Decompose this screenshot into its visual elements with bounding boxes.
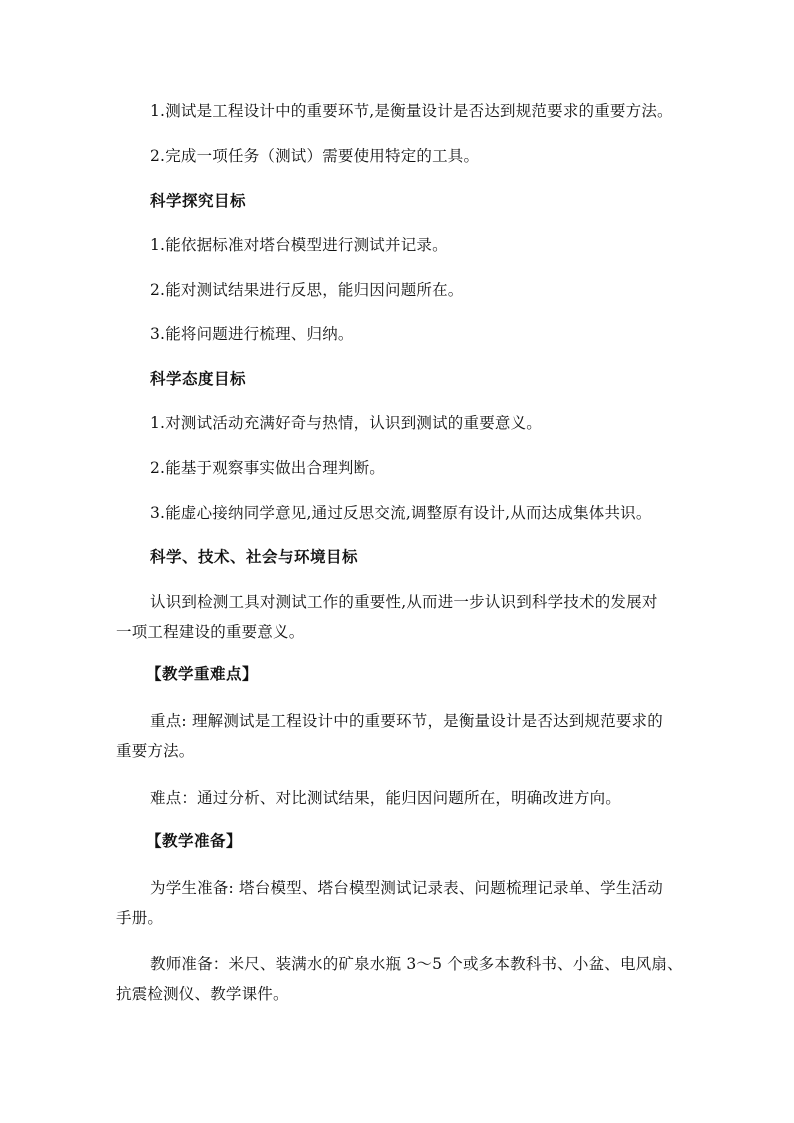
inquiry-item-2: 2.能对测试结果进行反思，能归因问题所在。 — [150, 281, 464, 299]
teacher-prep-line-1: 教师准备：米尺、装满水的矿泉水瓶 3～5 个或多本教科书、小盆、电风扇、 — [150, 955, 683, 973]
student-prep-paragraph — [116, 873, 696, 933]
student-prep-line-2: 手册。 — [116, 909, 164, 927]
teacher-prep-line-2: 抗震检测仪、教学课件。 — [116, 985, 289, 1003]
attitude-item-1: 1.对测试活动充满好奇与热情，认识到测试的重要意义。 — [150, 414, 542, 432]
student-prep-line-1: 为学生准备: 塔台模型、塔台模型测试记录表、问题梳理记录单、学生活动 — [150, 879, 663, 897]
focus-line-2: 重要方法。 — [116, 742, 195, 760]
section-heading-inquiry: 科学探究目标 — [150, 192, 247, 210]
teacher-prep-paragraph — [116, 949, 696, 1009]
difficulty-line: 难点：通过分析、对比测试结果，能归因问题所在，明确改进方向。 — [150, 789, 622, 807]
stse-line-1: 认识到检测工具对测试工作的重要性,从而进一步认识到科学技术的发展对 — [150, 593, 658, 611]
section-heading-attitude: 科学态度目标 — [150, 370, 247, 388]
section-heading-preparation: 【教学准备】 — [146, 832, 243, 850]
stse-paragraph — [116, 587, 696, 647]
goal-item-1: 1.测试是工程设计中的重要环节,是衡量设计是否达到规范要求的重要方法。 — [150, 102, 673, 120]
focus-line-1: 重点: 理解测试是工程设计中的重要环节，是衡量设计是否达到规范要求的 — [150, 712, 663, 730]
attitude-item-3: 3.能虚心接纳同学意见,通过反思交流,调整原有设计,从而达成集体共识。 — [150, 504, 652, 522]
attitude-item-2: 2.能基于观察事实做出合理判断。 — [150, 459, 385, 477]
section-heading-key-points: 【教学重难点】 — [146, 665, 259, 683]
stse-line-2: 一项工程建设的重要意义。 — [116, 623, 305, 641]
goal-item-2: 2.完成一项任务（测试）需要使用特定的工具。 — [150, 147, 480, 165]
inquiry-item-3: 3.能将问题进行梳理、归纳。 — [150, 325, 354, 343]
inquiry-item-1: 1.能依据标准对塔台模型进行测试并记录。 — [150, 236, 448, 254]
section-heading-stse: 科学、技术、社会与环境目标 — [150, 548, 359, 566]
focus-paragraph — [116, 706, 696, 766]
